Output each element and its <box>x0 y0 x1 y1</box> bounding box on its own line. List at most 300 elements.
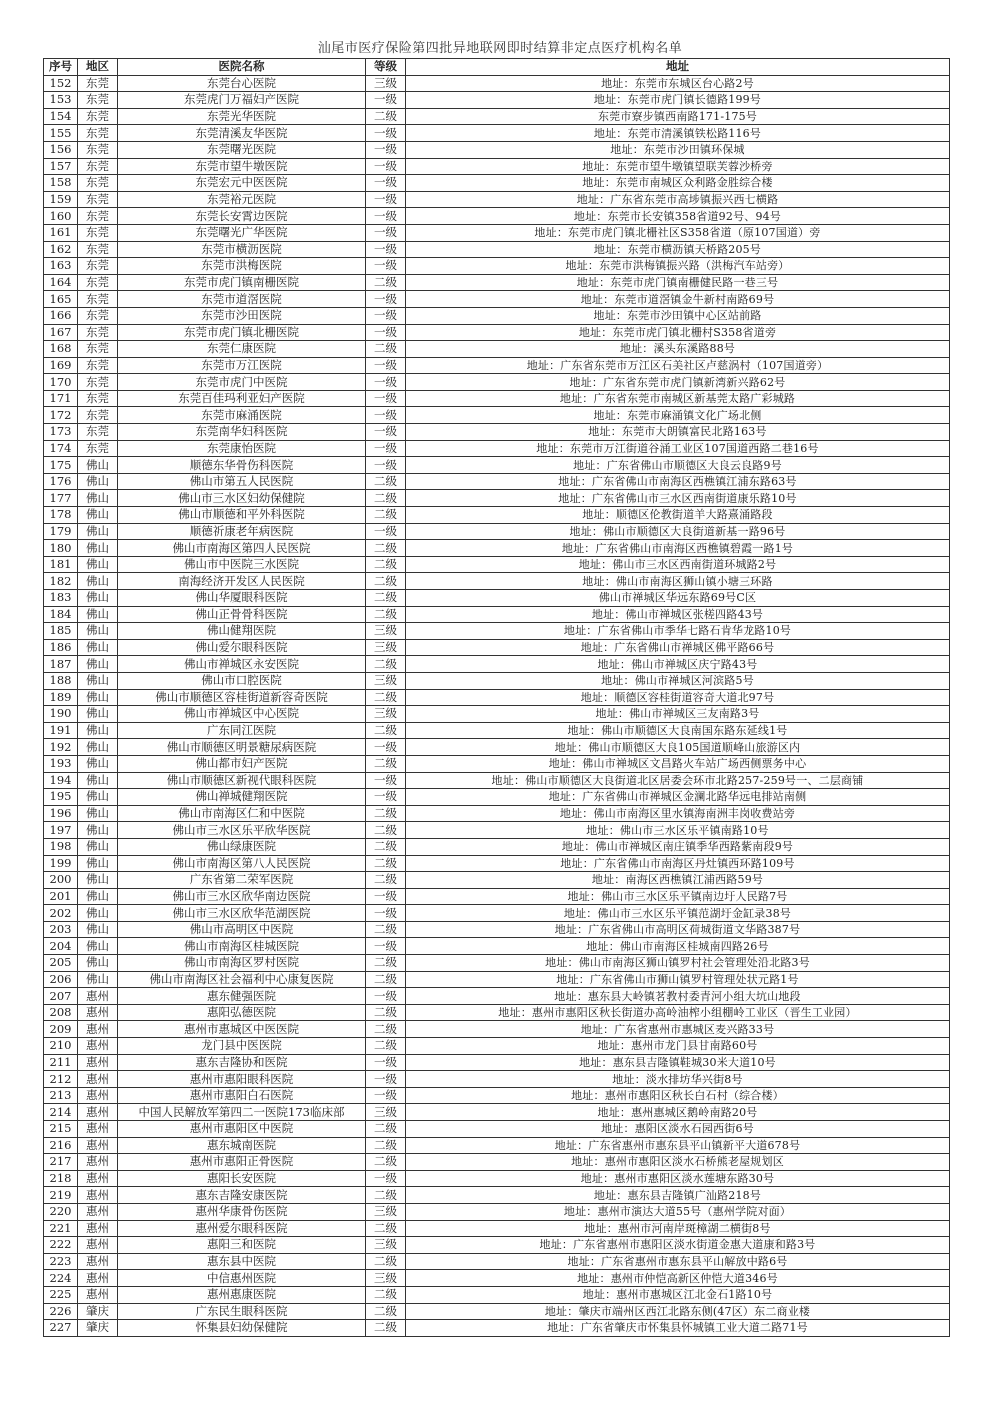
cell-no: 194 <box>44 772 78 789</box>
cell-region: 东莞 <box>78 440 118 457</box>
cell-hospital-name: 佛山市三水区妇幼保健院 <box>118 490 366 507</box>
cell-hospital-name: 东莞虎门万福妇产医院 <box>118 92 366 109</box>
cell-level: 三级 <box>366 75 406 92</box>
cell-region: 东莞 <box>78 75 118 92</box>
cell-address: 地址：东莞市万江街道谷涌工业区107国道西路二巷16号 <box>406 440 950 457</box>
cell-region: 佛山 <box>78 639 118 656</box>
cell-hospital-name: 东莞康怡医院 <box>118 440 366 457</box>
cell-region: 东莞 <box>78 407 118 424</box>
cell-no: 163 <box>44 258 78 275</box>
cell-hospital-name: 佛山市顺德区明景糖尿病医院 <box>118 739 366 756</box>
cell-address: 地址：佛山市禅城区南庄镇季华西路紫南段9号 <box>406 838 950 855</box>
table-row <box>44 855 950 872</box>
cell-region: 佛山 <box>78 805 118 822</box>
cell-region: 佛山 <box>78 938 118 955</box>
table-row <box>44 1104 950 1121</box>
cell-region: 东莞 <box>78 390 118 407</box>
cell-region: 佛山 <box>78 656 118 673</box>
table-row <box>44 407 950 424</box>
cell-level: 一级 <box>366 888 406 905</box>
table-row <box>44 1054 950 1071</box>
cell-no: 212 <box>44 1071 78 1088</box>
cell-region: 惠州 <box>78 1121 118 1138</box>
cell-region: 东莞 <box>78 158 118 175</box>
cell-no: 197 <box>44 822 78 839</box>
cell-hospital-name: 佛山市中医院三水医院 <box>118 556 366 573</box>
cell-no: 157 <box>44 158 78 175</box>
table-row <box>44 1154 950 1171</box>
cell-level: 二级 <box>366 689 406 706</box>
table-row <box>44 905 950 922</box>
table-row <box>44 324 950 341</box>
cell-region: 佛山 <box>78 457 118 474</box>
cell-address: 地址：东莞市长安镇358省道92号、94号 <box>406 208 950 225</box>
cell-level: 二级 <box>366 1303 406 1320</box>
cell-address: 地址：佛山市三水区乐平镇南路10号 <box>406 822 950 839</box>
table-row <box>44 1137 950 1154</box>
cell-no: 207 <box>44 988 78 1005</box>
table-row <box>44 1270 950 1287</box>
table-row <box>44 357 950 374</box>
cell-region: 东莞 <box>78 108 118 125</box>
cell-address: 地址：佛山市顺德区大良街道北区居委会环市北路257-259号一、二层商铺 <box>406 772 950 789</box>
table-header-row <box>44 59 950 76</box>
cell-no: 226 <box>44 1303 78 1320</box>
cell-address: 东莞市寮步镇西南路171-175号 <box>406 108 950 125</box>
cell-hospital-name: 惠州市惠阳白石医院 <box>118 1087 366 1104</box>
cell-hospital-name: 佛山禅城健翔医院 <box>118 789 366 806</box>
cell-no: 201 <box>44 888 78 905</box>
cell-no: 224 <box>44 1270 78 1287</box>
cell-address: 地址：惠州市仲恺高新区仲恺大道346号 <box>406 1270 950 1287</box>
cell-address: 地址：东莞市虎门镇北栅村S358省道旁 <box>406 324 950 341</box>
cell-region: 佛山 <box>78 789 118 806</box>
cell-no: 180 <box>44 540 78 557</box>
cell-region: 惠州 <box>78 1104 118 1121</box>
cell-level: 三级 <box>366 672 406 689</box>
cell-no: 195 <box>44 789 78 806</box>
cell-address: 地址：佛山市禅城区张槎四路43号 <box>406 606 950 623</box>
cell-hospital-name: 广东民生眼科医院 <box>118 1303 366 1320</box>
table-row <box>44 540 950 557</box>
table-row <box>44 1203 950 1220</box>
cell-region: 惠州 <box>78 1054 118 1071</box>
cell-region: 佛山 <box>78 955 118 972</box>
cell-hospital-name: 东莞市横沥医院 <box>118 241 366 258</box>
cell-level: 二级 <box>366 590 406 607</box>
cell-hospital-name: 惠东吉隆安康医院 <box>118 1187 366 1204</box>
cell-level: 二级 <box>366 540 406 557</box>
cell-hospital-name: 南海经济开发区人民医院 <box>118 573 366 590</box>
cell-region: 佛山 <box>78 755 118 772</box>
cell-hospital-name: 东莞台心医院 <box>118 75 366 92</box>
table-row <box>44 789 950 806</box>
cell-no: 217 <box>44 1154 78 1171</box>
table-row <box>44 921 950 938</box>
table-row <box>44 590 950 607</box>
cell-level: 二级 <box>366 822 406 839</box>
cell-level: 三级 <box>366 1237 406 1254</box>
cell-no: 198 <box>44 838 78 855</box>
table-row <box>44 125 950 142</box>
cell-address: 地址：惠东县吉隆镇鞋城30米大道10号 <box>406 1054 950 1071</box>
cell-level: 一级 <box>366 307 406 324</box>
table-row <box>44 1021 950 1038</box>
cell-hospital-name: 东莞市虎门镇南栅医院 <box>118 274 366 291</box>
cell-hospital-name: 东莞宏元中医医院 <box>118 175 366 192</box>
cell-address: 地址：惠州市河南岸斑樟湖二横街8号 <box>406 1220 950 1237</box>
cell-address: 地址：佛山市南海区桂城南四路26号 <box>406 938 950 955</box>
cell-level: 二级 <box>366 490 406 507</box>
cell-address: 地址：惠州市惠阳区淡水石桥熊老屋规划区 <box>406 1154 950 1171</box>
cell-hospital-name: 佛山市南海区第四人民医院 <box>118 540 366 557</box>
table-row <box>44 175 950 192</box>
table-row <box>44 1087 950 1104</box>
cell-level: 一级 <box>366 374 406 391</box>
cell-no: 153 <box>44 92 78 109</box>
cell-address: 地址：溪头东溪路88号 <box>406 341 950 358</box>
cell-hospital-name: 顺德东华骨伤科医院 <box>118 457 366 474</box>
cell-region: 东莞 <box>78 424 118 441</box>
cell-address: 地址：佛山市禅城区庆宁路43号 <box>406 656 950 673</box>
cell-hospital-name: 东莞清溪友华医院 <box>118 125 366 142</box>
table-row <box>44 307 950 324</box>
cell-hospital-name: 佛山市南海区仁和中医院 <box>118 805 366 822</box>
cell-address: 地址：肇庆市端州区西江北路东侧(47区）东二商业楼 <box>406 1303 950 1320</box>
cell-no: 205 <box>44 955 78 972</box>
cell-hospital-name: 佛山市第五人民医院 <box>118 473 366 490</box>
cell-region: 东莞 <box>78 324 118 341</box>
document-title: 汕尾市医疗保险第四批异地联网即时结算非定点医疗机构名单 <box>317 41 683 56</box>
cell-level: 二级 <box>366 955 406 972</box>
cell-no: 225 <box>44 1286 78 1303</box>
table-row <box>44 390 950 407</box>
table-row <box>44 75 950 92</box>
cell-region: 东莞 <box>78 291 118 308</box>
cell-level: 一级 <box>366 1170 406 1187</box>
cell-hospital-name: 东莞市望牛墩医院 <box>118 158 366 175</box>
table-row <box>44 341 950 358</box>
cell-no: 164 <box>44 274 78 291</box>
header-address: 地址 <box>406 59 950 76</box>
table-row <box>44 1038 950 1055</box>
cell-level: 一级 <box>366 523 406 540</box>
cell-address: 地址：东莞市大朗镇富民北路163号 <box>406 424 950 441</box>
cell-no: 167 <box>44 324 78 341</box>
cell-hospital-name: 惠阳三和医院 <box>118 1237 366 1254</box>
cell-hospital-name: 东莞市虎门镇北栅医院 <box>118 324 366 341</box>
cell-region: 佛山 <box>78 490 118 507</box>
cell-level: 一级 <box>366 390 406 407</box>
cell-no: 188 <box>44 672 78 689</box>
cell-address: 地址：佛山市禅城区河滨路5号 <box>406 672 950 689</box>
cell-level: 一级 <box>366 938 406 955</box>
cell-hospital-name: 佛山市顺德区新视代眼科医院 <box>118 772 366 789</box>
header-name: 医院名称 <box>118 59 366 76</box>
cell-hospital-name: 中信惠州医院 <box>118 1270 366 1287</box>
header-no: 序号 <box>44 59 78 76</box>
table-row <box>44 258 950 275</box>
hospital-table <box>43 58 950 1337</box>
cell-address: 地址：广东省惠州市惠东县平山解放中路6号 <box>406 1253 950 1270</box>
table-row <box>44 872 950 889</box>
cell-no: 159 <box>44 191 78 208</box>
cell-level: 二级 <box>366 1137 406 1154</box>
cell-address: 地址：广东省佛山市南海区西樵镇江浦东路63号 <box>406 473 950 490</box>
cell-address: 地址：广东省佛山市季华七路石肯华龙路10号 <box>406 623 950 640</box>
table-row <box>44 955 950 972</box>
cell-no: 162 <box>44 241 78 258</box>
cell-region: 佛山 <box>78 905 118 922</box>
cell-level: 一级 <box>366 357 406 374</box>
cell-no: 161 <box>44 224 78 241</box>
cell-no: 222 <box>44 1237 78 1254</box>
cell-address: 地址：东莞市东城区台心路2号 <box>406 75 950 92</box>
cell-no: 191 <box>44 722 78 739</box>
cell-hospital-name: 东莞市道滘医院 <box>118 291 366 308</box>
cell-level: 一级 <box>366 208 406 225</box>
cell-level: 一级 <box>366 1054 406 1071</box>
cell-hospital-name: 怀集县妇幼保健院 <box>118 1320 366 1337</box>
cell-no: 215 <box>44 1121 78 1138</box>
table-row <box>44 1121 950 1138</box>
cell-level: 三级 <box>366 623 406 640</box>
cell-level: 一级 <box>366 424 406 441</box>
cell-region: 惠州 <box>78 1038 118 1055</box>
cell-no: 209 <box>44 1021 78 1038</box>
cell-no: 189 <box>44 689 78 706</box>
cell-no: 176 <box>44 473 78 490</box>
table-row <box>44 473 950 490</box>
cell-level: 一级 <box>366 440 406 457</box>
cell-hospital-name: 惠州惠康医院 <box>118 1286 366 1303</box>
table-row <box>44 656 950 673</box>
cell-address: 地址：惠州市惠阳区秋长街道办高岭油榨小组棚岭工业区（晋生工业园） <box>406 1004 950 1021</box>
cell-level: 二级 <box>366 1220 406 1237</box>
cell-no: 206 <box>44 971 78 988</box>
cell-no: 165 <box>44 291 78 308</box>
table-row <box>44 755 950 772</box>
table-row <box>44 274 950 291</box>
cell-no: 169 <box>44 357 78 374</box>
cell-level: 二级 <box>366 341 406 358</box>
cell-region: 佛山 <box>78 706 118 723</box>
table-row <box>44 224 950 241</box>
cell-address: 地址：惠州市惠城区江北金石1路10号 <box>406 1286 950 1303</box>
cell-hospital-name: 东莞市沙田医院 <box>118 307 366 324</box>
cell-address: 地址：惠州市惠阳区淡水莲塘东路30号 <box>406 1170 950 1187</box>
cell-level: 一级 <box>366 224 406 241</box>
cell-address: 地址：淡水排坊华兴街8号 <box>406 1071 950 1088</box>
cell-hospital-name: 佛山市三水区乐平欣华医院 <box>118 822 366 839</box>
cell-address: 地址：东莞市麻涌镇文化广场北侧 <box>406 407 950 424</box>
cell-region: 东莞 <box>78 175 118 192</box>
cell-no: 185 <box>44 623 78 640</box>
cell-hospital-name: 广东省第二荣军医院 <box>118 872 366 889</box>
cell-hospital-name: 龙门县中医医院 <box>118 1038 366 1055</box>
cell-region: 东莞 <box>78 241 118 258</box>
cell-no: 183 <box>44 590 78 607</box>
cell-region: 东莞 <box>78 224 118 241</box>
cell-no: 186 <box>44 639 78 656</box>
cell-address: 地址：广东省佛山市禅城区金澜北路华远电排站南侧 <box>406 789 950 806</box>
cell-region: 惠州 <box>78 1021 118 1038</box>
cell-region: 佛山 <box>78 473 118 490</box>
cell-address: 地址：佛山市三水区乐平镇南边圩人民路7号 <box>406 888 950 905</box>
table-row <box>44 689 950 706</box>
cell-no: 213 <box>44 1087 78 1104</box>
table-row <box>44 988 950 1005</box>
cell-level: 二级 <box>366 1320 406 1337</box>
cell-address: 地址：东莞市清溪镇铁松路116号 <box>406 125 950 142</box>
cell-level: 三级 <box>366 1203 406 1220</box>
table-row <box>44 490 950 507</box>
table-row <box>44 672 950 689</box>
cell-address: 地址：惠东县大岭镇茗教村委青河小组大坑山地段 <box>406 988 950 1005</box>
cell-region: 东莞 <box>78 341 118 358</box>
cell-region: 惠州 <box>78 1087 118 1104</box>
cell-hospital-name: 东莞曙光医院 <box>118 141 366 158</box>
cell-no: 171 <box>44 390 78 407</box>
cell-level: 二级 <box>366 573 406 590</box>
cell-region: 惠州 <box>78 1203 118 1220</box>
table-row <box>44 606 950 623</box>
cell-hospital-name: 佛山市高明区中医院 <box>118 921 366 938</box>
cell-address: 地址：顺德区伦教街道羊大路熹涌路段 <box>406 507 950 524</box>
cell-no: 173 <box>44 424 78 441</box>
cell-level: 三级 <box>366 1270 406 1287</box>
table-row <box>44 141 950 158</box>
cell-no: 182 <box>44 573 78 590</box>
cell-region: 东莞 <box>78 274 118 291</box>
cell-hospital-name: 东莞长安霄边医院 <box>118 208 366 225</box>
cell-hospital-name: 佛山华厦眼科医院 <box>118 590 366 607</box>
cell-hospital-name: 东莞南华妇科医院 <box>118 424 366 441</box>
cell-address: 地址：惠州市龙门县甘南路60号 <box>406 1038 950 1055</box>
cell-hospital-name: 惠州华康骨伤医院 <box>118 1203 366 1220</box>
cell-level: 二级 <box>366 1286 406 1303</box>
cell-no: 156 <box>44 141 78 158</box>
table-row <box>44 92 950 109</box>
table-row <box>44 158 950 175</box>
cell-no: 210 <box>44 1038 78 1055</box>
cell-level: 一级 <box>366 141 406 158</box>
cell-level: 二级 <box>366 805 406 822</box>
cell-hospital-name: 惠州市惠阳眼科医院 <box>118 1071 366 1088</box>
cell-hospital-name: 惠州市惠阳区中医院 <box>118 1121 366 1138</box>
cell-hospital-name: 佛山市南海区第八人民医院 <box>118 855 366 872</box>
cell-region: 东莞 <box>78 191 118 208</box>
cell-region: 佛山 <box>78 722 118 739</box>
cell-level: 二级 <box>366 656 406 673</box>
cell-level: 二级 <box>366 1187 406 1204</box>
cell-no: 221 <box>44 1220 78 1237</box>
cell-level: 二级 <box>366 722 406 739</box>
header-level: 等级 <box>366 59 406 76</box>
cell-no: 168 <box>44 341 78 358</box>
cell-level: 一级 <box>366 739 406 756</box>
cell-hospital-name: 惠州爱尔眼科医院 <box>118 1220 366 1237</box>
cell-address: 地址：惠阳区淡水石园西街6号 <box>406 1121 950 1138</box>
cell-no: 208 <box>44 1004 78 1021</box>
cell-level: 二级 <box>366 556 406 573</box>
cell-region: 佛山 <box>78 971 118 988</box>
cell-hospital-name: 东莞裕元医院 <box>118 191 366 208</box>
cell-region: 东莞 <box>78 374 118 391</box>
cell-level: 一级 <box>366 457 406 474</box>
cell-no: 178 <box>44 507 78 524</box>
cell-hospital-name: 佛山市禅城区永安医院 <box>118 656 366 673</box>
cell-address: 地址：广东省佛山市南海区西樵镇碧霞一路1号 <box>406 540 950 557</box>
header-region: 地区 <box>78 59 118 76</box>
cell-region: 佛山 <box>78 822 118 839</box>
cell-hospital-name: 东莞市虎门中医院 <box>118 374 366 391</box>
cell-region: 惠州 <box>78 1187 118 1204</box>
cell-level: 二级 <box>366 872 406 889</box>
table-row <box>44 1253 950 1270</box>
cell-no: 196 <box>44 805 78 822</box>
cell-hospital-name: 惠阳长安医院 <box>118 1170 366 1187</box>
cell-region: 佛山 <box>78 921 118 938</box>
table-body <box>44 75 950 1336</box>
cell-level: 一级 <box>366 258 406 275</box>
cell-no: 158 <box>44 175 78 192</box>
cell-region: 东莞 <box>78 141 118 158</box>
cell-region: 佛山 <box>78 606 118 623</box>
cell-level: 二级 <box>366 1253 406 1270</box>
table-row <box>44 805 950 822</box>
cell-level: 二级 <box>366 1004 406 1021</box>
cell-level: 一级 <box>366 1087 406 1104</box>
table-row <box>44 971 950 988</box>
cell-hospital-name: 东莞光华医院 <box>118 108 366 125</box>
table-row <box>44 1220 950 1237</box>
cell-hospital-name: 惠东健强医院 <box>118 988 366 1005</box>
cell-address: 地址：广东省东莞市虎门镇新湾新兴路62号 <box>406 374 950 391</box>
cell-no: 190 <box>44 706 78 723</box>
cell-region: 惠州 <box>78 1004 118 1021</box>
cell-region: 佛山 <box>78 855 118 872</box>
cell-no: 154 <box>44 108 78 125</box>
table-row <box>44 838 950 855</box>
cell-address: 地址：广东省惠州市惠东县平山镇新平大道678号 <box>406 1137 950 1154</box>
cell-level: 一级 <box>366 324 406 341</box>
cell-region: 佛山 <box>78 672 118 689</box>
cell-no: 216 <box>44 1137 78 1154</box>
table-row <box>44 523 950 540</box>
cell-region: 惠州 <box>78 1253 118 1270</box>
cell-level: 一级 <box>366 789 406 806</box>
cell-region: 佛山 <box>78 888 118 905</box>
cell-address: 地址：佛山市南海区里水镇海南洲丰岗收费站旁 <box>406 805 950 822</box>
cell-hospital-name: 广东同江医院 <box>118 722 366 739</box>
cell-region: 东莞 <box>78 357 118 374</box>
cell-level: 三级 <box>366 639 406 656</box>
cell-address: 地址：广东省佛山市禅城区佛平路66号 <box>406 639 950 656</box>
cell-hospital-name: 佛山绿康医院 <box>118 838 366 855</box>
table-row <box>44 1187 950 1204</box>
cell-level: 一级 <box>366 158 406 175</box>
table-row <box>44 556 950 573</box>
cell-no: 174 <box>44 440 78 457</box>
cell-hospital-name: 惠东县中医院 <box>118 1253 366 1270</box>
cell-hospital-name: 佛山市三水区欣华范湖医院 <box>118 905 366 922</box>
cell-level: 二级 <box>366 838 406 855</box>
cell-no: 177 <box>44 490 78 507</box>
cell-no: 170 <box>44 374 78 391</box>
cell-hospital-name: 东莞曙光广华医院 <box>118 224 366 241</box>
cell-address: 地址：广东省肇庆市怀集县怀城镇工业大道二路71号 <box>406 1320 950 1337</box>
